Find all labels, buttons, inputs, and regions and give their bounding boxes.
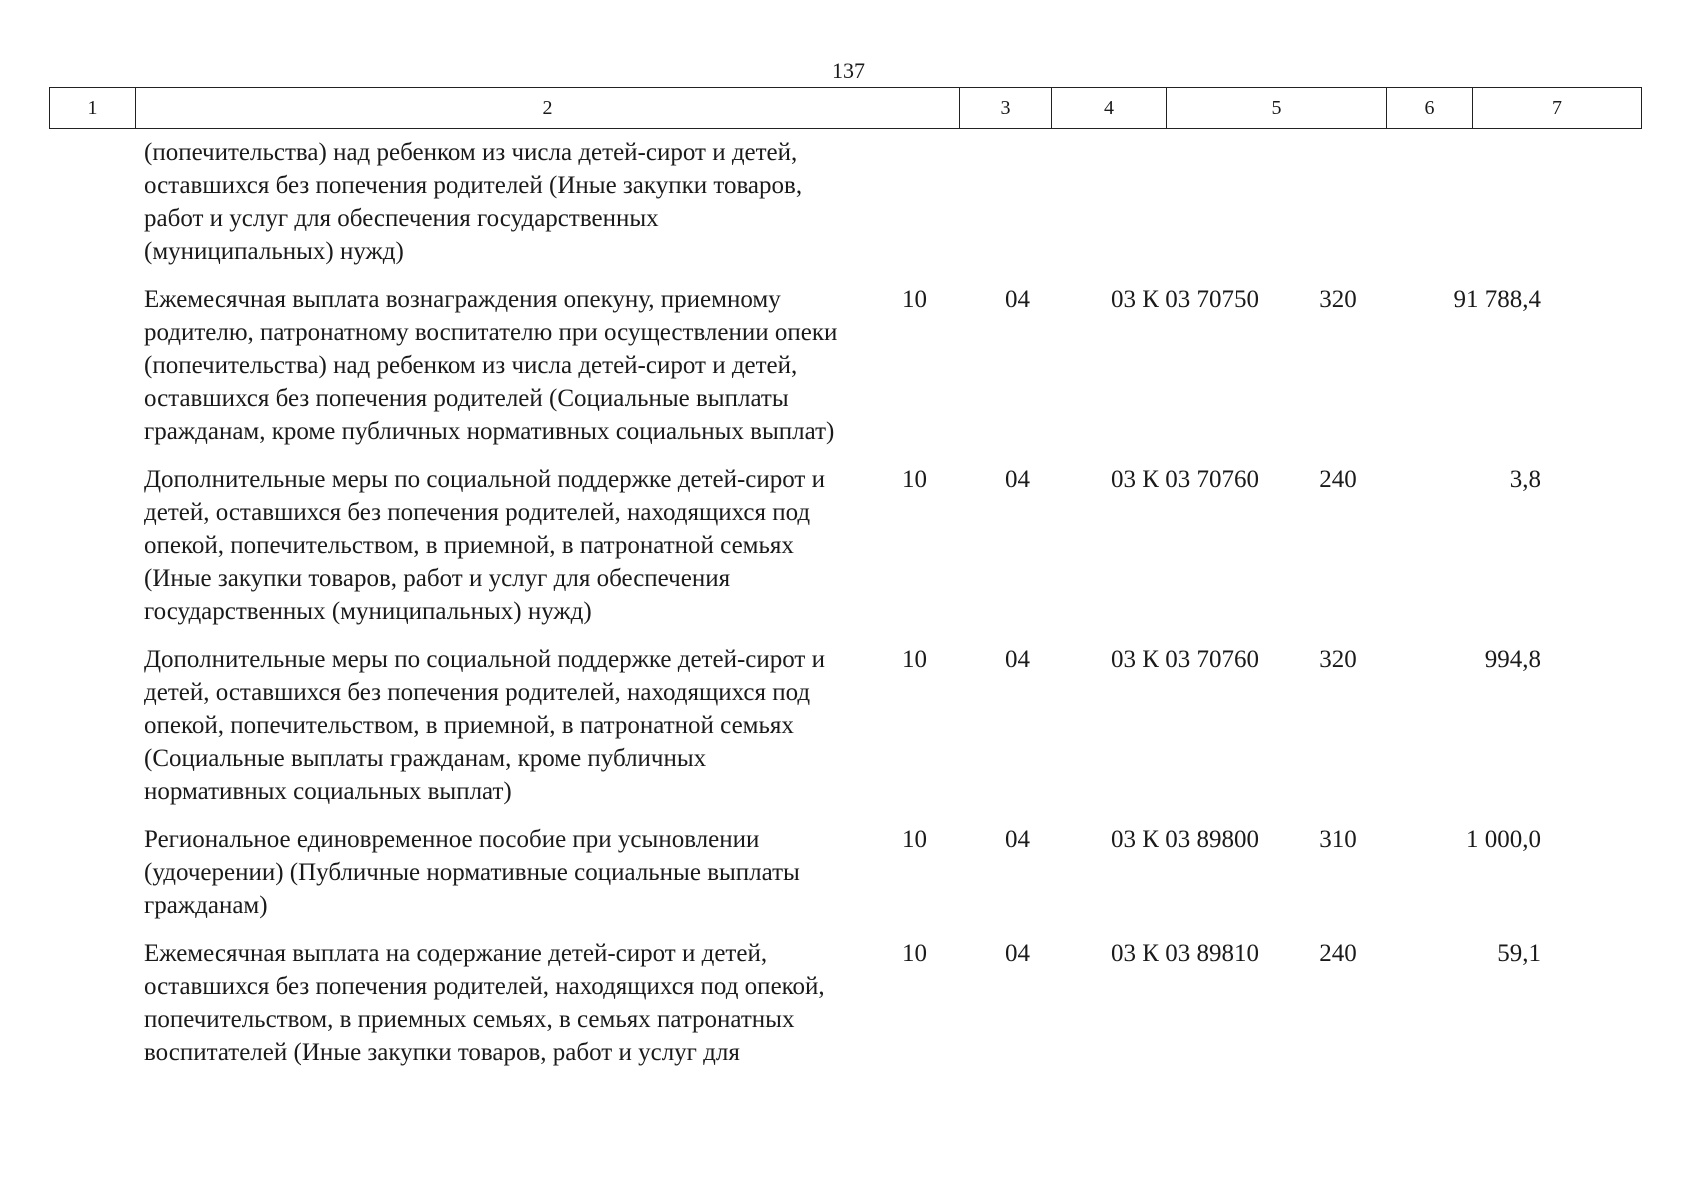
expense-name: Дополнительные меры по социальной поддержке детей-сирот и детей, оставшихся без попечения родителей, находящихся под опекой, попечительством, в приемной, в патронатной семьях (Социальные выплаты гражданам, кроме публичных нормативных социальных выплат) (144, 646, 825, 805)
target-article-code: 03 К 03 70760 (1111, 466, 1259, 493)
target-article-code: 03 К 03 89810 (1111, 940, 1259, 967)
header-cell-5: 5 (1167, 88, 1387, 129)
expense-type-code: 240 (1319, 466, 1357, 493)
section-code: 10 (902, 466, 927, 493)
expense-type-code (1295, 136, 1381, 268)
page-number: 137 (832, 58, 865, 83)
subsection-code: 04 (1005, 466, 1030, 493)
target-article-code: 03 К 03 70760 (1111, 646, 1259, 673)
subsection-code (960, 136, 1075, 268)
table-row (49, 823, 1639, 922)
header-cell-4: 4 (1052, 88, 1167, 129)
target-article-code: 03 К 03 70750 (1111, 286, 1259, 313)
amount: 994,8 (1484, 646, 1541, 673)
expense-name: Региональное единовременное пособие при усыновлении (удочерении) (Публичные нормативные социальные выплаты гражданам) (144, 826, 800, 919)
table-row (49, 937, 1639, 1069)
section-code: 10 (902, 286, 927, 313)
column-number-header (49, 87, 1642, 129)
table-row (49, 136, 1639, 268)
amount: 91 788,4 (1453, 286, 1541, 313)
amount: 59,1 (1497, 940, 1541, 967)
expense-name: Ежемесячная выплата вознаграждения опекуну, приемному родителю, патронатному воспитателю при осуществлении опеки (попечительства) над ребенком из числа детей-сирот и детей, оставшихся без попечения родителей (Социальные выплаты гражданам, кроме публичных нормативных социальных выплат) (144, 286, 838, 445)
header-cell-3: 3 (960, 88, 1052, 129)
expense-type-code: 320 (1319, 286, 1357, 313)
section-code: 10 (902, 940, 927, 967)
expense-name: Ежемесячная выплата на содержание детей-сирот и детей, оставшихся без попечения родителей, находящихся под опекой, попечительством, в приемных семьях, в семьях патронатных воспитателей (Иные закупки товаров, работ и услуг для (144, 940, 825, 1066)
header-cell-7: 7 (1473, 88, 1642, 129)
expense-type-code: 320 (1319, 646, 1357, 673)
amount: 1 000,0 (1466, 826, 1541, 853)
amount (1381, 136, 1550, 268)
header-row (50, 88, 1642, 129)
table-row (49, 463, 1639, 628)
subsection-code: 04 (1005, 286, 1030, 313)
amount: 3,8 (1509, 466, 1541, 493)
header-cell-2: 2 (136, 88, 960, 129)
expense-name: (попечительства) над ребенком из числа детей-сирот и детей, оставшихся без попечения родителей (Иные закупки товаров, работ и услуг для обеспечения государственных (муниципальных) нужд) (144, 139, 803, 265)
target-article-code: 03 К 03 89800 (1111, 826, 1259, 853)
budget-table-body (49, 136, 1639, 1069)
subsection-code: 04 (1005, 646, 1030, 673)
table-row (49, 283, 1639, 448)
section-code (869, 136, 960, 268)
subsection-code: 04 (1005, 940, 1030, 967)
section-code: 10 (902, 646, 927, 673)
header-cell-6: 6 (1387, 88, 1473, 129)
expense-name: Дополнительные меры по социальной поддержке детей-сирот и детей, оставшихся без попечения родителей, находящихся под опекой, попечительством, в приемной, в патронатной семьях (Иные закупки товаров, работ и услуг для обеспечения государственных (муниципальных) нужд) (144, 466, 825, 625)
expense-type-code: 310 (1319, 826, 1357, 853)
header-cell-1: 1 (50, 88, 136, 129)
target-article-code (1075, 136, 1295, 268)
expense-type-code: 240 (1319, 940, 1357, 967)
section-code: 10 (902, 826, 927, 853)
table-row (49, 643, 1639, 808)
subsection-code: 04 (1005, 826, 1030, 853)
